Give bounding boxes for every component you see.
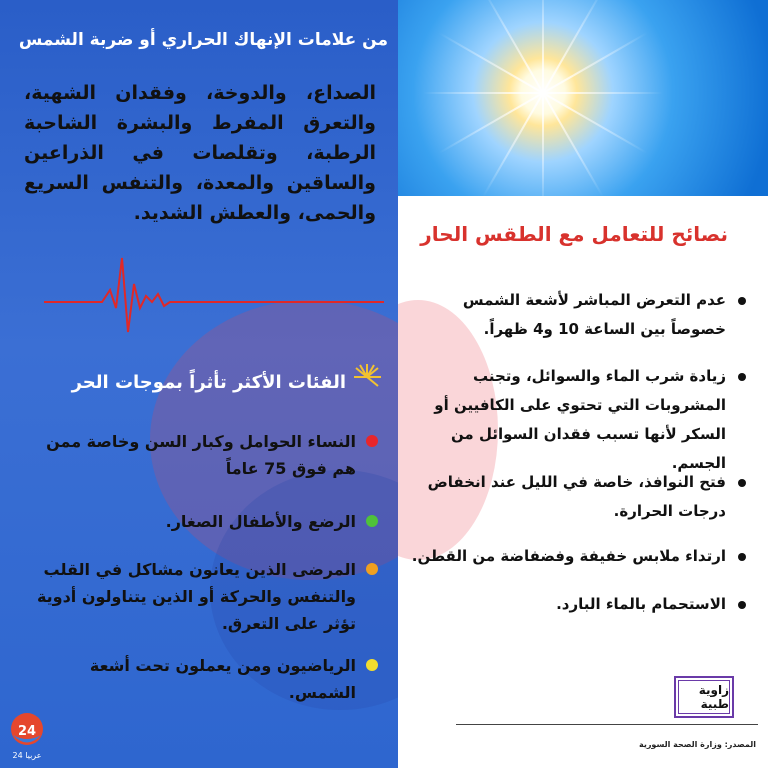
logo-24 — [8, 710, 46, 762]
divider — [456, 724, 758, 725]
medical-corner-badge — [674, 676, 734, 718]
tip-text: زيادة شرب الماء والسوائل، وتجنب المشروبات التي تحتوي على الكافيين أو السكر لأنها تسبب فقدان السوائل من الجسم. — [434, 367, 726, 472]
symptoms-text: الصداع، والدوخة، وفقدان الشهية، والتعرق المفرط والبشرة الشاحبة الرطبة، وتقلصات في الذراعين والساقين والمعدة، والتنفس السريع والحمى، والعطش الشديد. — [24, 82, 376, 224]
bullet-dot-icon — [738, 479, 746, 487]
tip-text: الاستحمام بالماء البارد. — [556, 595, 726, 613]
ecg-line-icon — [44, 250, 384, 340]
tip-text: فتح النوافذ، خاصة في الليل عند انخفاض درجات الحرارة. — [427, 473, 726, 520]
tip-text: عدم التعرض المباشر لأشعة الشمس خصوصاً بين الساعة 10 و4 ظهراً. — [462, 291, 726, 338]
orange-dot-icon — [366, 563, 378, 575]
sunburst-icon — [352, 362, 382, 392]
right-panel — [398, 0, 768, 768]
tip-item — [406, 362, 746, 478]
group-item-patients — [31, 556, 376, 637]
green-dot-icon — [366, 515, 378, 527]
source-text: المصدر: وزارة الصحة السورية — [638, 740, 756, 749]
tip-text: ارتداء ملابس خفيفة وفضفاضة من القطن. — [411, 547, 726, 565]
heat-exhaustion-title: من علامات الإنهاك الحراري أو ضربة الشمس — [18, 30, 388, 50]
group-text: المرضى الذين يعانون مشاكل في القلب والتنفس والحركة أو الذين يتناولون أدوية تؤثر على التعرق. — [36, 560, 356, 633]
sun-image — [398, 0, 768, 196]
affected-groups-title: الفئات الأكثر تأثراً بموجات الحر — [71, 372, 346, 393]
tip-item — [406, 468, 746, 526]
tip-item — [406, 542, 746, 571]
group-text: الرياضيون ومن يعملون تحت أشعة الشمس. — [89, 656, 356, 702]
group-text: الرضع والأطفال الصغار. — [165, 512, 356, 531]
bullet-dot-icon — [738, 297, 746, 305]
logo-number: 24 — [17, 724, 37, 739]
bullet-dot-icon — [738, 601, 746, 609]
badge-label: زاوية طبية — [678, 680, 730, 714]
group-item-infants — [31, 508, 376, 535]
tips-title: نصائح للتعامل مع الطقس الحار — [420, 222, 728, 246]
bullet-dot-icon — [738, 373, 746, 381]
group-text: النساء الحوامل وكبار السن وخاصة ممن هم فوق 75 عاماً — [46, 432, 356, 478]
bullet-dot-icon — [738, 553, 746, 561]
red-dot-icon — [366, 435, 378, 447]
group-item-athletes — [31, 652, 376, 706]
tip-item — [406, 590, 746, 619]
tip-item — [406, 286, 746, 344]
group-item-pregnant-elderly — [31, 428, 376, 482]
logo-caption: عربيا 24 — [12, 751, 42, 760]
yellow-dot-icon — [366, 659, 378, 671]
